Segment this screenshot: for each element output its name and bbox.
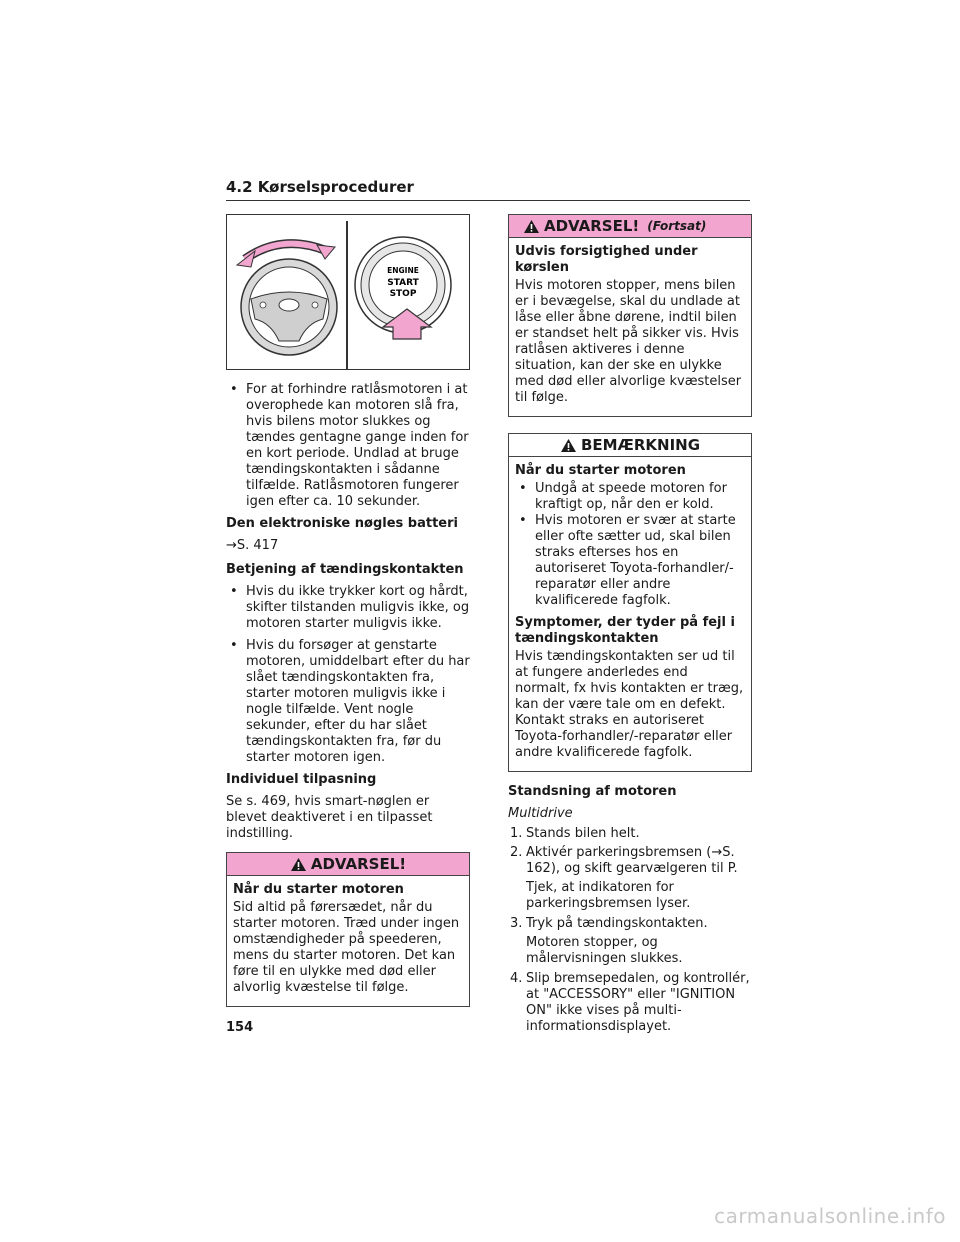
list-item: • For at forhindre ratlåsmotoren i at overophede kan motoren slå fra, hvis bilens motor slukkes og tændes gentagne gange inden for en kort periode. Undlad at bruge tændingskontakten i sådanne tilfælde. Ratlåsmotoren fungerer igen efter ca. 10 sekunder. (226, 382, 470, 510)
section-title: 4.2 Kørselsprocedurer (226, 178, 750, 201)
step-detail: Motoren stopper, og målervisningen slukkes. (526, 935, 683, 966)
step-number: 1. (510, 826, 523, 841)
multidrive-label: Multidrive (508, 806, 573, 821)
step-detail: Tjek, at indikatoren for parkeringsbremsen lyser. (526, 880, 691, 911)
list-item: • Hvis motoren er svær at starte eller ofte sætter ud, skal bilen straks efterses hos en autoriseret Toyota-forhandler/-reparatør eller andre kvalificerede fagfolk. (515, 513, 745, 609)
left-column (226, 214, 470, 1019)
stop-heading: Standsning af motoren (508, 784, 677, 799)
warning-continued-header (509, 215, 751, 238)
battery-heading: Den elektroniske nøgles batteri (226, 516, 458, 531)
warning-box (226, 852, 470, 1007)
button-label-start: START (387, 278, 419, 288)
step-number: 4. (510, 971, 523, 986)
watermark: carmanualsonline.info (714, 1204, 946, 1228)
warning-text: Sid altid på førersædet, når du starter motoren. Træd under ingen omstændigheder på speederen, mens du starter motoren. Det kan føre til en ulykke med død eller alvorlig kvæstelse til følge. (233, 900, 460, 995)
step-text: Tryk på tændingskontakten. (526, 916, 708, 931)
step-item (508, 971, 752, 1035)
steering-and-start-button-illustration (227, 215, 469, 369)
note-text: Hvis tændingskontakten ser ud til at fungere anderledes end normalt, fx hvis kontakten er træg, kan der være tale om en defekt. Kontakt straks en autoriseret Toyota-forhandler/-reparatør eller andre kvalificerede fagfolk. (515, 649, 744, 760)
note-title: BEMÆRKNING (580, 436, 701, 454)
warning-triangle-icon (290, 857, 307, 872)
custom-heading: Individuel tilpasning (226, 772, 377, 787)
step-text: Stands bilen helt. (526, 826, 640, 841)
warning-continued-box (508, 214, 752, 417)
warning-title: ADVARSEL! (310, 855, 407, 873)
battery-ref: →S. 417 (226, 538, 279, 553)
caution-triangle-icon (560, 438, 577, 453)
step-text: Slip bremsepedalen, og kontrollér, at "ACCESSORY" eller "IGNITION ON" ikke vises på multi-informationsdisplayet. (526, 971, 750, 1034)
list-item: • Hvis du forsøger at genstarte motoren, umiddelbart efter du har slået tændingskontakten fra, starter motoren muligvis ikke i nogle tilfælde. Vent nogle sekunder, efter du har slået tændingskontakten fra, før du starter motoren igen. (226, 638, 470, 766)
button-label-stop: STOP (389, 289, 417, 299)
warning-header (227, 853, 469, 876)
note-box (508, 433, 752, 772)
list-item: • Hvis du ikke trykker kort og hårdt, skifter tilstanden muligvis ikke, og motoren starter muligvis ikke. (226, 584, 470, 632)
note-header (509, 434, 751, 457)
button-label-engine: ENGINE (387, 266, 419, 275)
ignition-heading: Betjening af tændingskontakten (226, 562, 464, 577)
step-number: 3. (510, 916, 523, 931)
warning-continued-subhead: Udvis forsigtighed under kørslen (515, 244, 698, 275)
list-item: • Undgå at speede motoren for kraftigt op, når den er kold. (515, 481, 745, 513)
warning-continued-title: ADVARSEL! (544, 217, 640, 235)
warning-continued-text: Hvis motoren stopper, mens bilen er i bevægelse, skal du undlade at låse eller åbne dørene, indtil bilen er standset helt på sikker vis. Hvis ratlåsen aktiveres i denne situation, kan der ske en ulykke med død eller alvorlige kvæstelser til følge. (515, 278, 742, 405)
note-subhead: Symptomer, der tyder på fejl i tændingskontakten (515, 615, 735, 646)
warning-subhead: Når du starter motoren (233, 882, 404, 897)
step-text: Aktivér parkeringsbremsen (→S. 162), og skift gearvælgeren til P. (526, 845, 738, 876)
step-item (508, 845, 752, 877)
warning-triangle-icon (523, 219, 540, 234)
custom-text: Se s. 469, hvis smart-nøglen er blevet deaktiveret i en tilpasset indstilling. (226, 794, 433, 841)
step-item (508, 916, 752, 932)
ignition-figure (226, 214, 470, 370)
step-item (508, 826, 752, 842)
note-subhead: Når du starter motoren (515, 463, 686, 478)
step-number: 2. (510, 845, 523, 860)
right-column (508, 214, 752, 1038)
page-number: 154 (226, 1020, 254, 1035)
continued-label: (Fortsat) (647, 219, 707, 233)
